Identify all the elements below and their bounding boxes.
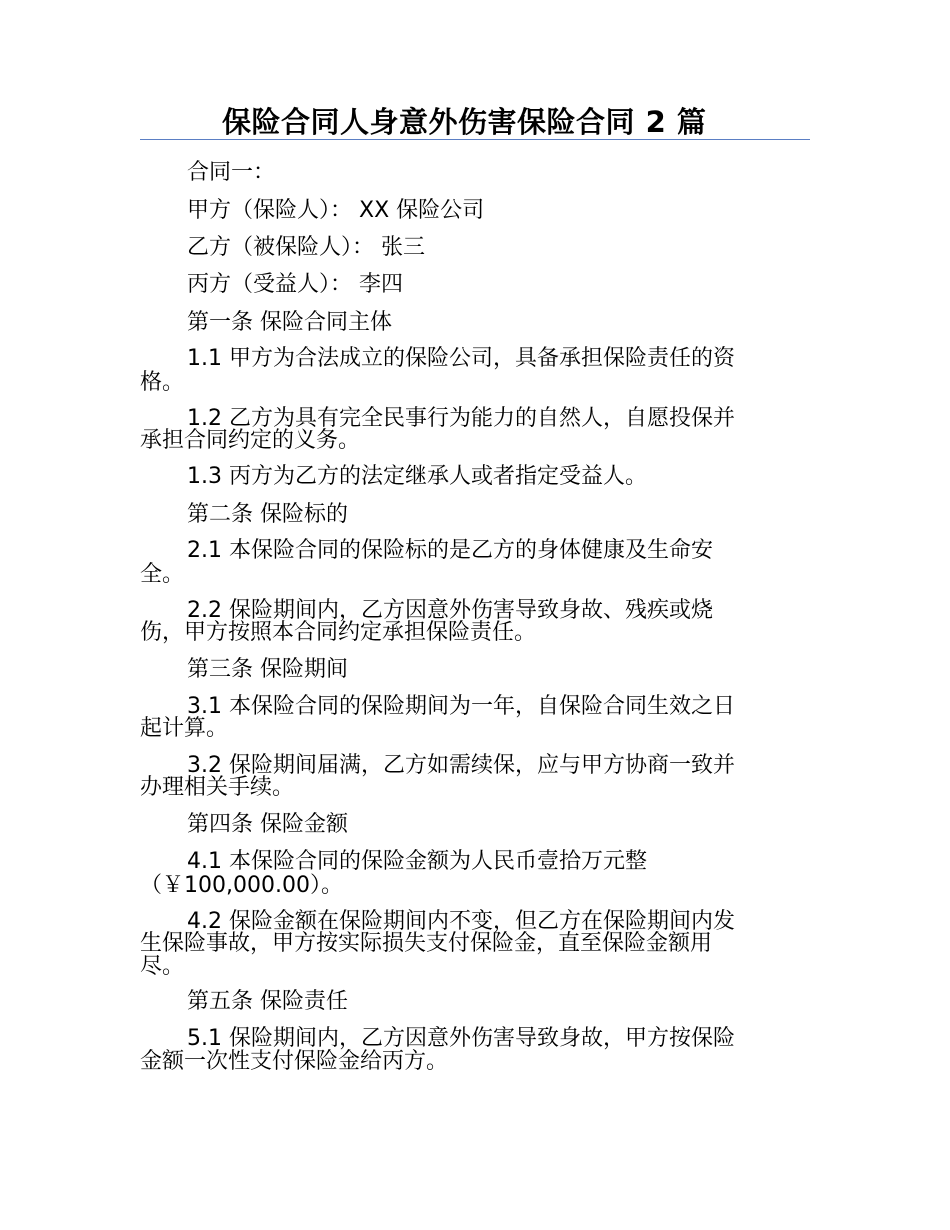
clause-2-2: 2.2 保险期间内，乙方因意外伤害导致身故、残疾或烧 — [187, 598, 713, 623]
contract-heading: 合同一： — [187, 160, 276, 185]
party-c: 丙方（受益人）： 李四 — [187, 272, 403, 297]
clause-3-1: 3.1 本保险合同的保险期间为一年，自保险合同生效之日 — [187, 694, 735, 719]
clause-2-2-cont: 伤，甲方按照本合同约定承担保险责任。 — [140, 620, 537, 645]
article-4-heading: 第四条 保险金额 — [187, 812, 348, 837]
clause-1-1: 1.1 甲方为合法成立的保险公司，具备承担保险责任的资 — [187, 346, 735, 371]
clause-5-1: 5.1 保险期间内，乙方因意外伤害导致身故，甲方按保险 — [187, 1026, 735, 1051]
clause-4-1-cont: （￥100,000.00）。 — [140, 873, 343, 898]
clause-1-2-cont: 承担合同约定的义务。 — [140, 428, 361, 453]
title-underline — [140, 139, 810, 140]
clause-4-1: 4.1 本保险合同的保险金额为人民币壹拾万元整 — [187, 849, 647, 874]
clause-2-1: 2.1 本保险合同的保险标的是乙方的身体健康及生命安 — [187, 538, 713, 563]
document-title: 保险合同人身意外伤害保险合同 2 篇 — [222, 105, 707, 139]
party-a: 甲方（保险人）： XX 保险公司 — [187, 198, 485, 223]
article-3-heading: 第三条 保险期间 — [187, 657, 348, 682]
clause-3-2-cont: 办理相关手续。 — [140, 775, 295, 800]
party-b: 乙方（被保险人）： 张三 — [187, 235, 425, 260]
clause-4-2: 4.2 保险金额在保险期间内不变，但乙方在保险期间内发 — [187, 909, 735, 934]
clause-3-1-cont: 起计算。 — [140, 716, 229, 741]
article-1-heading: 第一条 保险合同主体 — [187, 310, 392, 335]
clause-1-3: 1.3 丙方为乙方的法定继承人或者指定受益人。 — [187, 464, 647, 489]
clause-4-2-cont: 生保险事故，甲方按实际损失支付保险金，直至保险金额用 — [140, 931, 713, 956]
article-2-heading: 第二条 保险标的 — [187, 502, 348, 527]
clause-2-1-cont: 全。 — [140, 562, 185, 587]
clause-3-2: 3.2 保险期间届满，乙方如需续保，应与甲方协商一致并 — [187, 753, 735, 778]
clause-4-2-cont-2: 尽。 — [140, 954, 185, 979]
clause-1-1-cont: 格。 — [140, 370, 185, 395]
clause-1-2: 1.2 乙方为具有完全民事行为能力的自然人，自愿投保并 — [187, 406, 735, 431]
article-5-heading: 第五条 保险责任 — [187, 989, 348, 1014]
clause-5-1-cont: 金额一次性支付保险金给丙方。 — [140, 1049, 449, 1074]
